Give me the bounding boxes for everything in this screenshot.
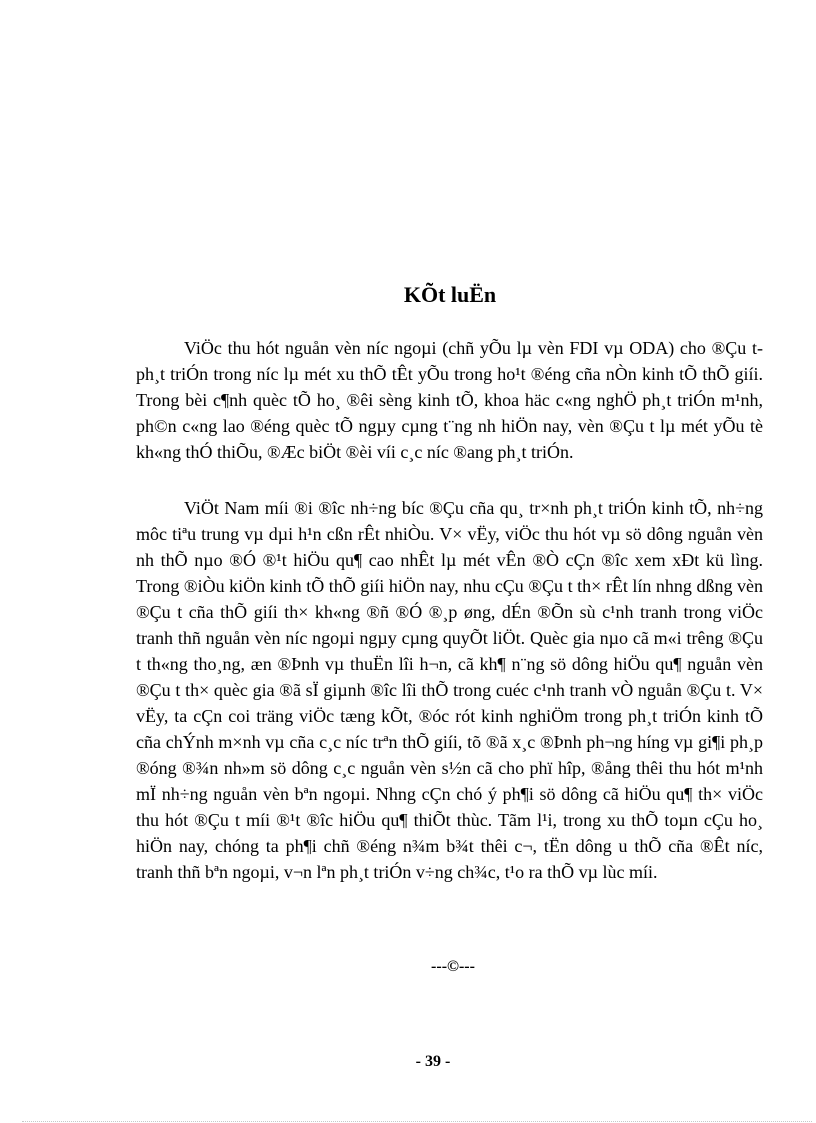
- document-title: KÕt luËn: [403, 282, 497, 307]
- paragraph-2: [136, 495, 763, 885]
- section-separator: ---©---: [431, 958, 475, 975]
- paragraph-1-text: ViÖc thu hót nguån vèn níc ngoµi (chñ yÕu lµ vèn FDI vµ ODA) cho ®Çu t ph¸t triÓn trong níc lµ mét xu thÕ tÊt yÕu trong ho¹t ®éng cña nÒn kinh tÕ thÕ giíi. Trong bèi c¶nh quèc tÕ ho¸ ®êi sèng kinh tÕ, khoa häc c«ng nghÖ ph¸t triÓn m¹nh, ph©n c«ng lao ®éng quèc tÕ ngµy cµng t¨ng nh hiÖn nay, vèn ®Çu t lµ mét yÕu tè kh«ng thÓ thiÕu, ®Æc biÖt ®èi víi c¸c níc ®ang ph¸t triÓn.: [136, 338, 763, 462]
- page-number: - 39 -: [415, 1053, 451, 1070]
- paragraph-2-text: ViÖt Nam míi ®i ®îc nh÷ng bíc ®Çu cña qu¸ tr×nh ph¸t triÓn kinh tÕ, nh÷ng môc tiªu trung vµ dµi h¹n cßn rÊt nhiÒu. V× vËy, viÖc thu hót vµ sö dông nguån vèn nh thÕ nµo ®Ó ®¹t hiÖu qu¶ cao nhÊt lµ mét vÊn ®Ò cÇn ®îc xem xÐt kü lìng. Trong ®iÒu kiÖn kinh tÕ thÕ giíi hiÖn nay, nhu cÇu ®Çu t th× rÊt lín nhng dßng vèn ®Çu t cña thÕ giíi th× kh«ng ®ñ ®Ó ®¸p øng, dÉn ®Õn sù c¹nh tranh trong viÖc tranh thñ nguån vèn níc ngoµi ngµy cµng quyÕt liÖt. Quèc gia nµo cã m«i trêng ®Çu t th«ng tho¸ng, æn ®Þnh vµ thuËn lîi h¬n, cã kh¶ n¨ng sö dông hiÖu qu¶ nguån vèn ®Çu t th× quèc gia ®ã sÏ giµnh ®îc lîi thÕ trong cuéc c¹nh tranh vÒ nguån ®Çu t. V× vËy, ta cÇn coi träng viÖc tæng kÕt, ®óc rót kinh nghiÖm trong ph¸t triÓn kinh tÕ cña chÝnh m×nh vµ cña c¸c níc trªn thÕ giíi, tõ ®ã x¸c ®Þnh ph¬ng híng vµ gi¶i ph¸p ®óng ®¾n nh»m sö dông c¸c nguån vèn s½n cã cho phï hîp, ®ång thêi thu hót m¹nh mÏ nh÷ng nguån vèn bªn ngoµi. Nhng cÇn chó ý ph¶i sö dông cã hiÖu qu¶ th× viÖc thu hót ®Çu t míi ®¹t ®îc hiÖu qu¶ thiÕt thùc. Tãm l¹i, trong xu thÕ toµn cÇu ho¸ hiÖn nay, chóng ta ph¶i chñ ®éng n¾m b¾t thêi c¬, tËn dông u thÕ cña ®Êt níc, tranh thñ bªn ngoµi, v¬n lªn ph¸t triÓn v÷ng ch¾c, t¹o ra thÕ vµ lùc míi.: [136, 498, 763, 882]
- paragraph-1: [136, 335, 763, 465]
- page-bottom-rule: [22, 1121, 812, 1122]
